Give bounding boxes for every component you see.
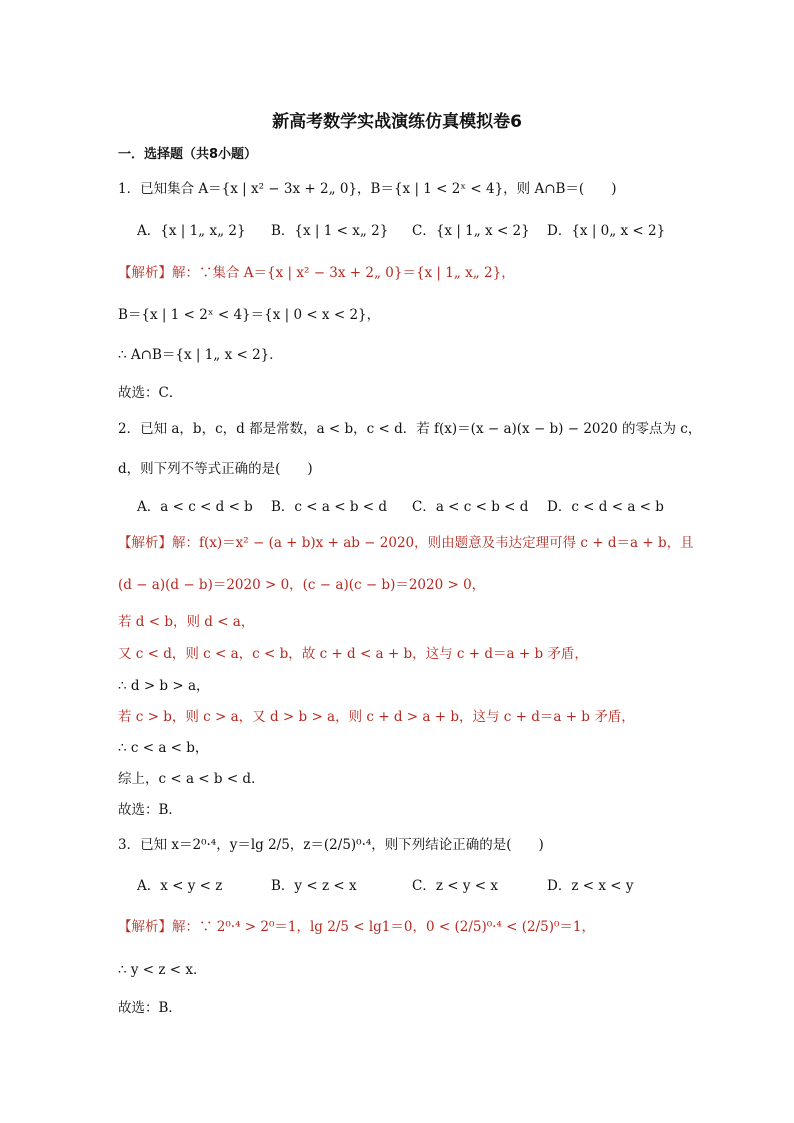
question-3-answer: 故选：B．: [118, 1000, 182, 1016]
question-2-solution-line: 若 d < b，则 d < a，: [118, 614, 255, 630]
option-d: D．c < d < a < b: [547, 499, 664, 515]
question-2-solution-line: ∴ c < a < b，: [118, 740, 209, 756]
option-b: B．c < a < b < d: [271, 499, 387, 515]
question-2-solution-line: 若 c > b，则 c > a，又 d > b > a，则 c + d > a + b，这与 c + d＝a + b 矛盾，: [118, 709, 635, 725]
option-a: A．a < c < d < b: [137, 499, 253, 515]
option-d: D．z < x < y: [547, 878, 634, 894]
option-c: C．z < y < x: [412, 878, 498, 894]
option-c: C．{x | 1„ x < 2}: [412, 223, 530, 239]
section-heading: 一．选择题（共8小题）: [118, 147, 258, 162]
question-2-solution-line: 又 c < d，则 c < a，c < b，故 c + d < a + b，这与 c + d＝a + b 矛盾，: [118, 646, 588, 662]
page-title: 新高考数学实战演练仿真模拟卷6: [272, 112, 522, 132]
option-c: C．a < c < b < d: [412, 499, 529, 515]
question-2-solution-line: 【解析】解：f(x)＝x² − (a + b)x + ab − 2020，则由题意及韦达定理可得 c + d＝a + b，且: [118, 535, 694, 551]
question-2-solution-line: (d − a)(d − b)＝2020 > 0，(c − a)(c − b)＝2020 > 0，: [118, 577, 486, 593]
question-3-solution-line: ∴ y < z < x．: [118, 962, 207, 978]
option-a: A．{x | 1„ x„ 2}: [137, 223, 246, 239]
question-2-stem-cont: d，则下列不等式正确的是( ): [118, 461, 313, 477]
question-1-answer: 故选：C．: [118, 385, 183, 401]
solution-tag: 【解析】: [118, 265, 172, 281]
option-a: A．x < y < z: [137, 878, 223, 894]
question-2-solution-line: ∴ d > b > a，: [118, 678, 210, 694]
question-1-stem: 1．已知集合 A＝{x | x² − 3x + 2„ 0}，B＝{x | 1 < 2ˣ < 4}，则 A∩B＝( ): [118, 181, 617, 197]
question-1-solution-line: 【解析】解：∵集合 A＝{x | x² − 3x + 2„ 0}＝{x | 1„ x„ 2}，: [118, 265, 515, 281]
option-b: B．{x | 1 < x„ 2}: [271, 223, 389, 239]
question-1-solution-line: ∴ A∩B＝{x | 1„ x < 2}．: [118, 347, 283, 363]
option-b: B．y < z < x: [271, 878, 357, 894]
question-3-stem: 3．已知 x＝2⁰·⁴，y＝lg 2/5，z＝(2/5)⁰·⁴，则下列结论正确的是( ): [118, 837, 544, 853]
question-2-answer: 故选：B．: [118, 802, 182, 818]
question-3-solution-line: 【解析】解：∵ 2⁰·⁴ > 2⁰＝1，lg 2/5 < lg1＝0，0 < (2/5)⁰·⁴ < (2/5)⁰＝1，: [118, 919, 596, 935]
question-2-stem: 2．已知 a，b，c，d 都是常数，a < b，c < d．若 f(x)＝(x − a)(x − b) − 2020 的零点为 c，: [118, 421, 702, 437]
option-d: D．{x | 0„ x < 2}: [547, 223, 666, 239]
solution-tag: 【解析】: [118, 919, 172, 935]
question-2-solution-line: 综上，c < a < b < d．: [118, 771, 265, 787]
question-1-solution-line: B＝{x | 1 < 2ˣ < 4}＝{x | 0 < x < 2}，: [118, 307, 381, 323]
solution-tag: 【解析】: [118, 535, 172, 551]
